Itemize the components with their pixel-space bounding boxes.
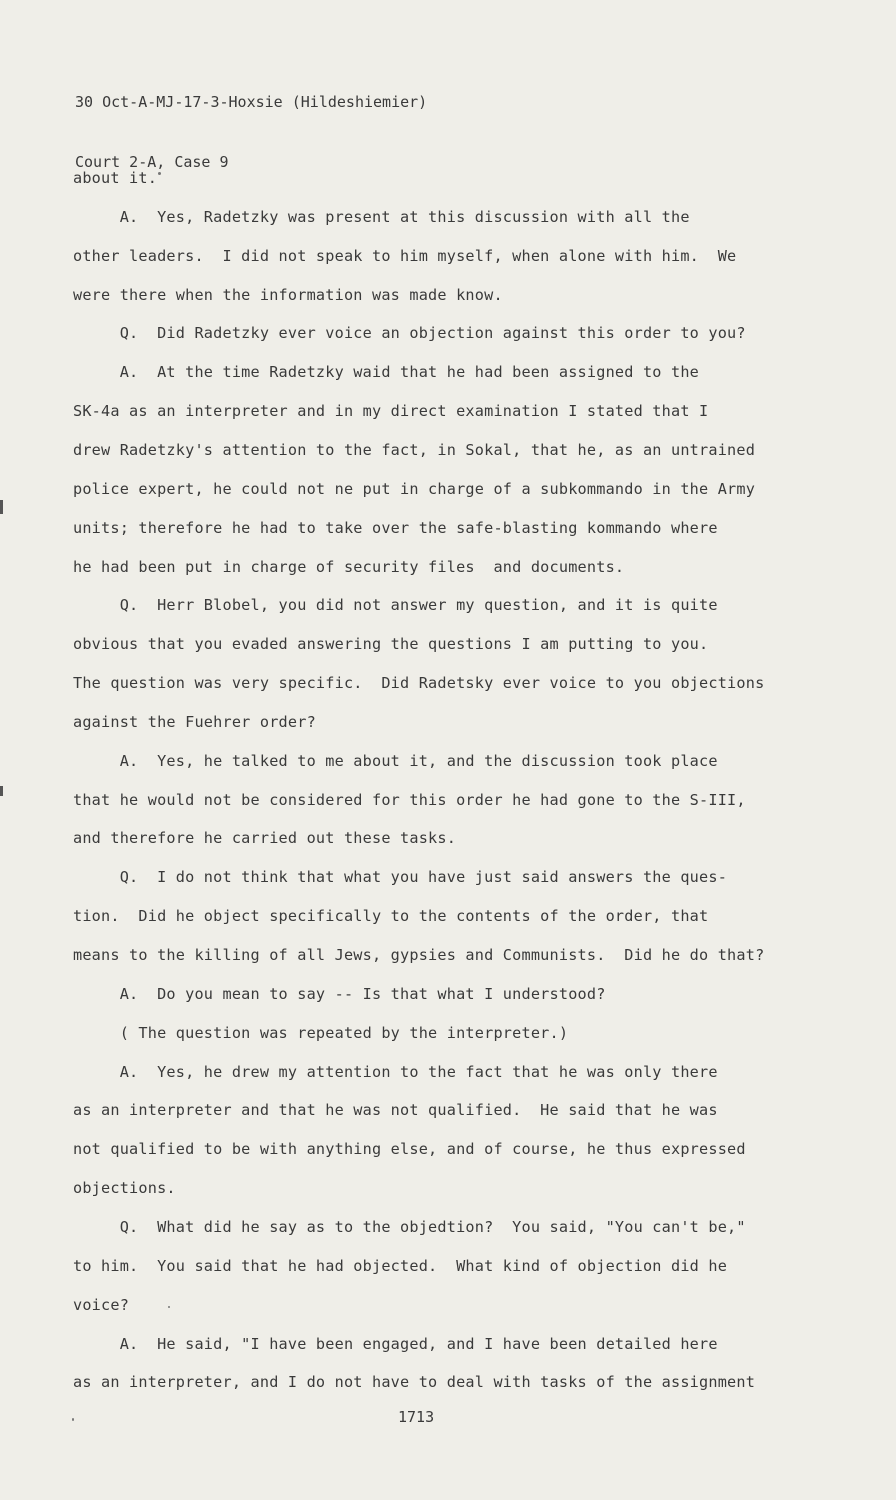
transcript-line: A. Yes, Radetzky was present at this discussion with all the — [73, 208, 690, 226]
transcript-line: obvious that you evaded answering the questions I am putting to you. — [73, 635, 709, 653]
paper-speck — [72, 1418, 74, 1421]
transcript-line: objections. — [73, 1179, 176, 1197]
transcript-line: he had been put in charge of security files and documents. — [73, 558, 625, 576]
transcript-line: A. Yes, he talked to me about it, and the discussion took place — [73, 752, 718, 770]
transcript-line: about it. — [73, 169, 158, 187]
transcript-line: A. At the time Radetzky waid that he had been assigned to the — [73, 363, 700, 381]
transcript-line: not qualified to be with anything else, and of course, he thus expressed — [73, 1140, 746, 1158]
transcript-line: tion. Did he object specifically to the contents of the order, that — [73, 907, 709, 925]
transcript-line: Q. What did he say as to the objedtion? You said, "You can't be," — [73, 1218, 746, 1236]
transcript-line: A. Yes, he drew my attention to the fact that he was only there — [73, 1063, 718, 1081]
paper-speck — [168, 1306, 170, 1308]
transcript-line: to him. You said that he had objected. What kind of objection did he — [73, 1257, 728, 1275]
transcript-line: units; therefore he had to take over the safe-blasting kommando where — [73, 519, 718, 537]
transcript-line: SK-4a as an interpreter and in my direct examination I stated that I — [73, 402, 709, 420]
transcript-line: A. Do you mean to say -- Is that what I understood? — [73, 985, 606, 1003]
page-edge-mark — [0, 786, 3, 796]
transcript-line: as an interpreter, and I do not have to deal with tasks of the assignment — [73, 1373, 756, 1391]
header-line: Court 2-A, Case 9 — [75, 153, 229, 171]
transcript-line: voice? — [73, 1296, 130, 1314]
transcript-line: ( The question was repeated by the interpreter.) — [73, 1024, 569, 1042]
transcript-line: The question was very specific. Did Radetsky ever voice to you objections — [73, 674, 765, 692]
transcript-line: and therefore he carried out these tasks. — [73, 829, 457, 847]
header-line: 30 Oct-A-MJ-17-3-Hoxsie (Hildeshiemier) — [75, 93, 428, 111]
transcript-line: were there when the information was made know. — [73, 286, 503, 304]
transcript-line: police expert, he could not ne put in charge of a subkommando in the Army — [73, 480, 756, 498]
transcript-line: that he would not be considered for this order he had gone to the S-III, — [73, 791, 746, 809]
document-header — [75, 52, 427, 212]
transcript-line: against the Fuehrer order? — [73, 713, 316, 731]
transcript-line: Q. Herr Blobel, you did not answer my question, and it is quite — [73, 596, 718, 614]
transcript-line: A. He said, "I have been engaged, and I have been detailed here — [73, 1335, 718, 1353]
transcript-line: as an interpreter and that he was not qualified. He said that he was — [73, 1101, 718, 1119]
page-number: 1713 — [398, 1408, 435, 1426]
page-edge-mark — [0, 500, 3, 514]
transcript-line: Q. I do not think that what you have just said answers the ques- — [73, 868, 728, 886]
transcript-line: means to the killing of all Jews, gypsies and Communists. Did he do that? — [73, 946, 765, 964]
transcript-line: other leaders. I did not speak to him myself, when alone with him. We — [73, 247, 737, 265]
transcript-line: Q. Did Radetzky ever voice an objection against this order to you? — [73, 324, 746, 342]
transcript-line: drew Radetzky's attention to the fact, in Sokal, that he, as an untrained — [73, 441, 756, 459]
paper-speck — [158, 172, 161, 175]
